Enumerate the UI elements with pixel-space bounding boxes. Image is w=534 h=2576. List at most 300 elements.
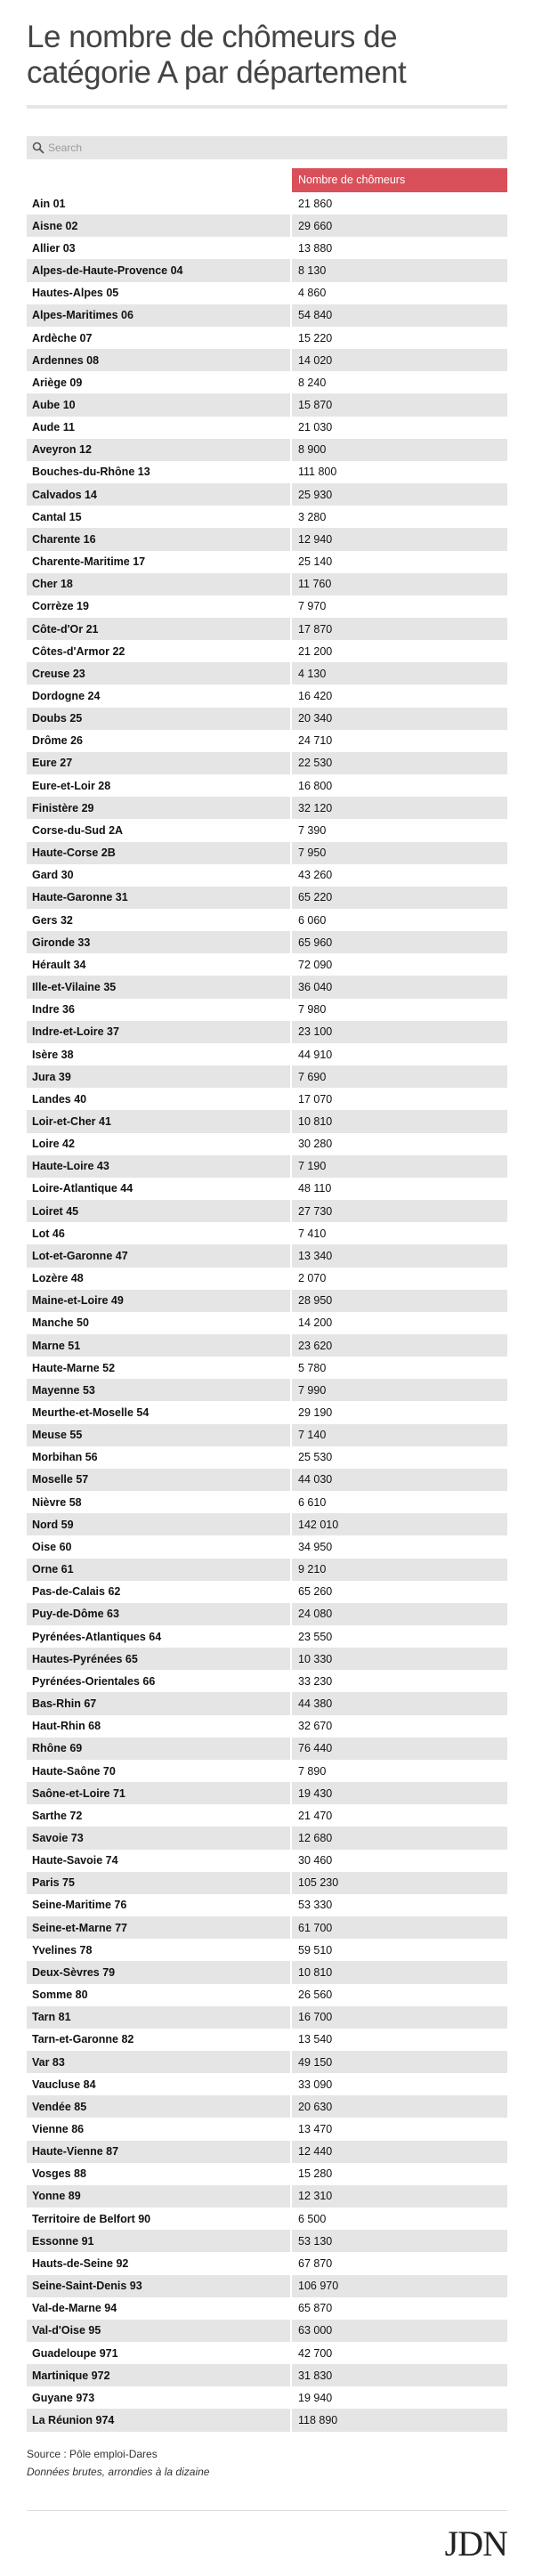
table-row: [27, 1110, 507, 1132]
footer-divider: [27, 2510, 507, 2511]
count-cell: 7 890: [298, 1764, 327, 1778]
table-row: [27, 1535, 507, 1558]
department-cell: Indre 36: [32, 1003, 75, 1017]
count-cell: 63 000: [298, 2324, 333, 2337]
count-cell: 23 550: [298, 1630, 333, 1643]
department-cell: Côtes-d'Armor 22: [32, 644, 125, 658]
department-cell: Haute-Corse 2B: [32, 847, 116, 860]
table-row: [27, 439, 507, 461]
department-cell: Bouches-du-Rhône 13: [32, 466, 150, 479]
department-cell: Seine-et-Marne 77: [32, 1921, 127, 1934]
table-row: [27, 1581, 507, 1603]
count-cell: 31 830: [298, 2369, 333, 2382]
count-cell: 48 110: [298, 1182, 332, 1195]
count-cell: 14 020: [298, 353, 333, 367]
table-row: [27, 1894, 507, 1916]
table-row: [27, 259, 507, 281]
department-cell: Finistère 29: [32, 801, 94, 814]
count-cell: 16 420: [298, 690, 333, 703]
department-cell: Eure-et-Loir 28: [32, 779, 111, 792]
table-row: [27, 237, 507, 259]
table-row: [27, 595, 507, 618]
count-cell: 6 060: [298, 913, 327, 927]
count-cell: 8 900: [298, 443, 327, 457]
count-cell: 118 890: [298, 2414, 338, 2427]
count-cell: 13 470: [298, 2123, 333, 2136]
count-cell: 33 090: [298, 2078, 333, 2091]
count-cell: 105 230: [298, 1876, 339, 1890]
department-cell: Drôme 26: [32, 734, 83, 748]
count-cell: 4 130: [298, 667, 327, 680]
department-cell: Bas-Rhin 67: [32, 1697, 97, 1711]
table-row: [27, 842, 507, 864]
table-row: [27, 215, 507, 237]
department-cell: Haute-Savoie 74: [32, 1854, 118, 1867]
count-cell: 23 620: [298, 1339, 333, 1352]
table-header: [27, 168, 507, 192]
table-row: [27, 1513, 507, 1535]
table-row: [27, 2118, 507, 2140]
department-cell: Haute-Garonne 31: [32, 891, 128, 904]
table-row: [27, 1984, 507, 2006]
table-row: [27, 1961, 507, 1983]
count-cell: 111 800: [298, 466, 337, 479]
table-row: [27, 1625, 507, 1648]
department-cell: Vosges 88: [32, 2167, 86, 2181]
table-row: [27, 2230, 507, 2252]
count-cell: 7 390: [298, 823, 327, 837]
table-row: [27, 1021, 507, 1043]
table-row: [27, 662, 507, 685]
count-cell: 8 240: [298, 376, 327, 389]
department-cell: Guadeloupe 971: [32, 2346, 118, 2360]
department-cell: Loire 42: [32, 1138, 75, 1151]
table-row: [27, 864, 507, 887]
department-cell: Martinique 972: [32, 2369, 110, 2382]
count-cell: 65 960: [298, 936, 333, 949]
department-cell: Nord 59: [32, 1518, 74, 1531]
count-cell: 65 220: [298, 891, 333, 904]
department-cell: Ardennes 08: [32, 353, 100, 367]
department-cell: Territoire de Belfort 90: [32, 2212, 151, 2225]
department-cell: Landes 40: [32, 1092, 87, 1106]
count-cell: 21 030: [298, 421, 333, 434]
department-cell: Aveyron 12: [32, 443, 92, 457]
count-cell: 7 950: [298, 847, 327, 860]
table-row: [27, 573, 507, 595]
count-cell: 30 280: [298, 1138, 333, 1151]
table-row: [27, 2364, 507, 2386]
count-cell: 53 330: [298, 1899, 333, 1912]
count-cell: 22 530: [298, 757, 333, 770]
department-cell: Cher 18: [32, 578, 73, 591]
table-row: [27, 1872, 507, 1894]
table-row: [27, 349, 507, 371]
count-cell: 17 070: [298, 1092, 333, 1106]
department-cell: Pyrénées-Atlantiques 64: [32, 1630, 162, 1643]
department-cell: Pas-de-Calais 62: [32, 1585, 121, 1599]
table-row: [27, 1222, 507, 1244]
table-row: [27, 304, 507, 327]
count-cell: 12 310: [298, 2190, 333, 2203]
department-cell: Hauts-de-Seine 92: [32, 2256, 129, 2270]
department-cell: Haute-Saône 70: [32, 1764, 116, 1778]
count-cell: 4 860: [298, 287, 327, 300]
count-cell: 17 870: [298, 622, 333, 636]
department-cell: Ardèche 07: [32, 331, 93, 344]
table-row: [27, 2252, 507, 2274]
table-row: [27, 2006, 507, 2029]
table-row: [27, 976, 507, 998]
count-cell: 10 330: [298, 1652, 333, 1665]
count-cell: 29 190: [298, 1406, 333, 1420]
department-cell: Essonne 91: [32, 2234, 94, 2248]
department-cell: Dordogne 24: [32, 690, 101, 703]
table-row: [27, 2185, 507, 2207]
table-row: [27, 1939, 507, 1961]
department-cell: Indre-et-Loire 37: [32, 1025, 119, 1039]
department-cell: Orne 61: [32, 1563, 74, 1576]
count-cell: 25 530: [298, 1451, 333, 1464]
count-cell: 106 970: [298, 2280, 339, 2293]
count-cell: 53 130: [298, 2234, 333, 2248]
count-cell: 3 280: [298, 510, 327, 523]
count-cell: 11 760: [298, 578, 332, 591]
table-row: [27, 192, 507, 215]
department-cell: Mayenne 53: [32, 1383, 95, 1397]
department-cell: Calvados 14: [32, 488, 97, 501]
department-cell: Ille-et-Vilaine 35: [32, 981, 117, 994]
table-row: [27, 999, 507, 1021]
count-cell: 9 210: [298, 1563, 327, 1576]
department-cell: Aisne 02: [32, 219, 78, 232]
count-cell: 12 440: [298, 2145, 333, 2159]
table-row: [27, 1760, 507, 1782]
count-cell: 49 150: [298, 2055, 333, 2069]
table-row: [27, 1648, 507, 1670]
department-cell: Gard 30: [32, 869, 74, 882]
count-cell: 21 860: [298, 197, 333, 210]
department-cell: Seine-Maritime 76: [32, 1899, 127, 1912]
table-row: [27, 2051, 507, 2073]
department-cell: Marne 51: [32, 1339, 81, 1352]
count-cell: 43 260: [298, 869, 333, 882]
department-cell: Nièvre 58: [32, 1495, 82, 1509]
table-row: [27, 819, 507, 841]
table-row: [27, 730, 507, 752]
count-cell: 21 470: [298, 1809, 333, 1822]
table-row: [27, 1782, 507, 1804]
department-cell: Seine-Saint-Denis 93: [32, 2280, 142, 2293]
count-cell: 42 700: [298, 2346, 333, 2360]
table-row: [27, 1065, 507, 1088]
count-cell: 25 930: [298, 488, 333, 501]
department-cell: Val-de-Marne 94: [32, 2302, 117, 2315]
table-row: [27, 931, 507, 953]
count-cell: 19 430: [298, 1786, 333, 1800]
department-cell: Gers 32: [32, 913, 73, 927]
count-cell: 14 200: [298, 1316, 333, 1330]
department-cell: Puy-de-Dôme 63: [32, 1608, 119, 1621]
table-row: [27, 1334, 507, 1357]
count-cell: 33 230: [298, 1674, 333, 1688]
table-row: [27, 1268, 507, 1290]
table-row: [27, 2207, 507, 2230]
department-cell: Corrèze 19: [32, 600, 89, 613]
table-row: [27, 1290, 507, 1312]
count-cell: 44 910: [298, 1048, 333, 1061]
table-row: [27, 506, 507, 528]
table-body: [27, 192, 507, 2432]
count-cell: 13 340: [298, 1249, 333, 1262]
search-bar[interactable]: [27, 136, 507, 159]
department-cell: Deux-Sèvres 79: [32, 1965, 116, 1979]
count-cell: 28 950: [298, 1294, 333, 1308]
table-row: [27, 797, 507, 819]
table-row: [27, 1692, 507, 1714]
count-cell: 65 870: [298, 2302, 333, 2315]
table-row: [27, 551, 507, 573]
department-cell: Hérault 34: [32, 958, 86, 971]
department-cell: Aube 10: [32, 398, 76, 411]
search-input[interactable]: [48, 138, 493, 158]
table-row: [27, 1312, 507, 1334]
department-cell: Savoie 73: [32, 1831, 84, 1844]
count-cell: 7 690: [298, 1070, 327, 1083]
department-cell: Haute-Vienne 87: [32, 2145, 119, 2159]
table-row: [27, 1738, 507, 1760]
page-title: Le nombre de chômeurs de catégorie A par département: [27, 20, 407, 90]
count-cell: 7 140: [298, 1429, 327, 1442]
department-cell: Haut-Rhin 68: [32, 1720, 101, 1733]
department-cell: Aude 11: [32, 421, 75, 434]
table-row: [27, 1043, 507, 1065]
department-cell: Doubs 25: [32, 712, 83, 725]
table-row: [27, 1446, 507, 1469]
count-cell: 12 940: [298, 532, 333, 546]
count-cell: 23 100: [298, 1025, 333, 1039]
department-cell: Meuse 55: [32, 1429, 83, 1442]
count-cell: 15 220: [298, 331, 333, 344]
department-cell: Saône-et-Loire 71: [32, 1786, 125, 1800]
count-cell: 15 870: [298, 398, 333, 411]
count-cell: 6 610: [298, 1495, 327, 1509]
table-row: [27, 1827, 507, 1849]
department-cell: Yvelines 78: [32, 1943, 93, 1956]
table-row: [27, 953, 507, 976]
department-cell: Paris 75: [32, 1876, 75, 1890]
table-row: [27, 2163, 507, 2185]
table-row: [27, 1133, 507, 1155]
table-row: [27, 417, 507, 439]
table-row: [27, 909, 507, 931]
table-row: [27, 2320, 507, 2342]
department-cell: Vendée 85: [32, 2100, 87, 2113]
count-cell: 7 410: [298, 1227, 327, 1240]
table-row: [27, 2386, 507, 2409]
data-table: [27, 168, 507, 2432]
count-cell: 20 340: [298, 712, 333, 725]
table-row: [27, 1603, 507, 1625]
count-cell: 19 940: [298, 2391, 333, 2404]
count-cell: 10 810: [298, 1114, 333, 1128]
count-cell: 142 010: [298, 1518, 339, 1531]
table-row: [27, 2073, 507, 2095]
count-cell: 6 500: [298, 2212, 327, 2225]
department-cell: Isère 38: [32, 1048, 74, 1061]
table-row: [27, 1424, 507, 1446]
count-cell: 30 460: [298, 1854, 333, 1867]
count-cell: 59 510: [298, 1943, 333, 1956]
table-row: [27, 2141, 507, 2163]
title-divider: [27, 105, 507, 109]
table-row: [27, 1088, 507, 1110]
department-cell: Corse-du-Sud 2A: [32, 823, 124, 837]
department-cell: Lozère 48: [32, 1272, 84, 1285]
table-row: [27, 1200, 507, 1222]
department-cell: Allier 03: [32, 241, 76, 255]
department-cell: Ariège 09: [32, 376, 83, 389]
department-cell: Côte-d'Or 21: [32, 622, 99, 636]
table-row: [27, 2297, 507, 2320]
department-cell: Hautes-Pyrénées 65: [32, 1652, 138, 1665]
jdn-logo: JDN: [444, 2523, 507, 2564]
table-row: [27, 1491, 507, 1513]
count-cell: 44 380: [298, 1697, 333, 1711]
table-row: [27, 1401, 507, 1423]
department-cell: La Réunion 974: [32, 2414, 115, 2427]
department-cell: Somme 80: [32, 1989, 88, 2002]
table-row: [27, 393, 507, 416]
table-row: [27, 1469, 507, 1491]
count-cell: 16 800: [298, 779, 333, 792]
count-cell: 76 440: [298, 1742, 333, 1755]
table-row: [27, 461, 507, 483]
department-cell: Charente-Maritime 17: [32, 555, 146, 569]
table-row: [27, 2275, 507, 2297]
table-row: [27, 528, 507, 550]
count-cell: 20 630: [298, 2100, 333, 2113]
department-cell: Gironde 33: [32, 936, 91, 949]
department-cell: Cantal 15: [32, 510, 82, 523]
count-cell: 24 710: [298, 734, 333, 748]
count-cell: 5 780: [298, 1361, 327, 1374]
table-row: [27, 1715, 507, 1738]
table-row: [27, 1244, 507, 1267]
department-cell: Meurthe-et-Moselle 54: [32, 1406, 150, 1420]
department-cell: Maine-et-Loire 49: [32, 1294, 124, 1308]
department-cell: Var 83: [32, 2055, 65, 2069]
table-row: [27, 708, 507, 730]
table-row: [27, 774, 507, 797]
department-cell: Loiret 45: [32, 1204, 79, 1218]
table-row: [27, 371, 507, 393]
department-cell: Alpes-de-Haute-Provence 04: [32, 264, 183, 278]
table-row: [27, 1804, 507, 1827]
column-header-chomeurs[interactable]: Nombre de chômeurs: [292, 168, 507, 192]
department-cell: Yonne 89: [32, 2190, 81, 2203]
table-row: [27, 2342, 507, 2364]
table-row: [27, 1178, 507, 1200]
department-cell: Alpes-Maritimes 06: [32, 309, 134, 322]
count-cell: 7 970: [298, 600, 327, 613]
count-cell: 72 090: [298, 958, 333, 971]
count-cell: 32 120: [298, 801, 333, 814]
department-cell: Guyane 973: [32, 2391, 95, 2404]
department-cell: Tarn-et-Garonne 82: [32, 2033, 134, 2046]
table-row: [27, 327, 507, 349]
department-cell: Pyrénées-Orientales 66: [32, 1674, 156, 1688]
count-cell: 29 660: [298, 219, 333, 232]
count-cell: 2 070: [298, 1272, 327, 1285]
department-cell: Ain 01: [32, 197, 66, 210]
count-cell: 12 680: [298, 1831, 333, 1844]
count-cell: 7 990: [298, 1383, 327, 1397]
department-cell: Loir-et-Cher 41: [32, 1114, 111, 1128]
count-cell: 44 030: [298, 1473, 333, 1486]
department-cell: Loire-Atlantique 44: [32, 1182, 134, 1195]
count-cell: 16 700: [298, 2011, 333, 2024]
data-note: Données brutes, arrondies à la dizaine: [27, 2466, 210, 2478]
table-row: [27, 752, 507, 774]
table-row: [27, 1155, 507, 1178]
department-cell: Moselle 57: [32, 1473, 89, 1486]
department-cell: Eure 27: [32, 757, 73, 770]
table-row: [27, 2029, 507, 2051]
count-cell: 26 560: [298, 1989, 333, 2002]
count-cell: 15 280: [298, 2167, 333, 2181]
count-cell: 61 700: [298, 1921, 333, 1934]
count-cell: 36 040: [298, 981, 333, 994]
table-row: [27, 1379, 507, 1401]
department-cell: Jura 39: [32, 1070, 71, 1083]
department-cell: Hautes-Alpes 05: [32, 287, 119, 300]
count-cell: 7 190: [298, 1160, 327, 1173]
department-cell: Vienne 86: [32, 2123, 85, 2136]
search-icon: [32, 142, 44, 154]
count-cell: 27 730: [298, 1204, 333, 1218]
count-cell: 67 870: [298, 2256, 333, 2270]
department-cell: Haute-Marne 52: [32, 1361, 116, 1374]
department-cell: Vaucluse 84: [32, 2078, 96, 2091]
count-cell: 10 810: [298, 1965, 333, 1979]
table-row: [27, 640, 507, 662]
table-row: [27, 1670, 507, 1692]
table-row: [27, 483, 507, 506]
count-cell: 54 840: [298, 309, 333, 322]
count-cell: 7 980: [298, 1003, 327, 1017]
source-note: Source : Pôle emploi-Dares: [27, 2448, 158, 2460]
department-cell: Rhône 69: [32, 1742, 83, 1755]
department-cell: Lot-et-Garonne 47: [32, 1249, 128, 1262]
table-row: [27, 2409, 507, 2431]
table-row: [27, 618, 507, 640]
department-cell: Creuse 23: [32, 667, 85, 680]
count-cell: 32 670: [298, 1720, 333, 1733]
department-cell: Haute-Loire 43: [32, 1160, 109, 1173]
department-cell: Charente 16: [32, 532, 96, 546]
department-cell: Tarn 81: [32, 2011, 71, 2024]
table-row: [27, 887, 507, 909]
count-cell: 13 540: [298, 2033, 333, 2046]
department-cell: Manche 50: [32, 1316, 89, 1330]
table-row: [27, 1850, 507, 1872]
count-cell: 25 140: [298, 555, 333, 569]
department-cell: Morbihan 56: [32, 1451, 98, 1464]
table-row: [27, 2095, 507, 2118]
department-cell: Oise 60: [32, 1540, 72, 1553]
department-cell: Sarthe 72: [32, 1809, 83, 1822]
